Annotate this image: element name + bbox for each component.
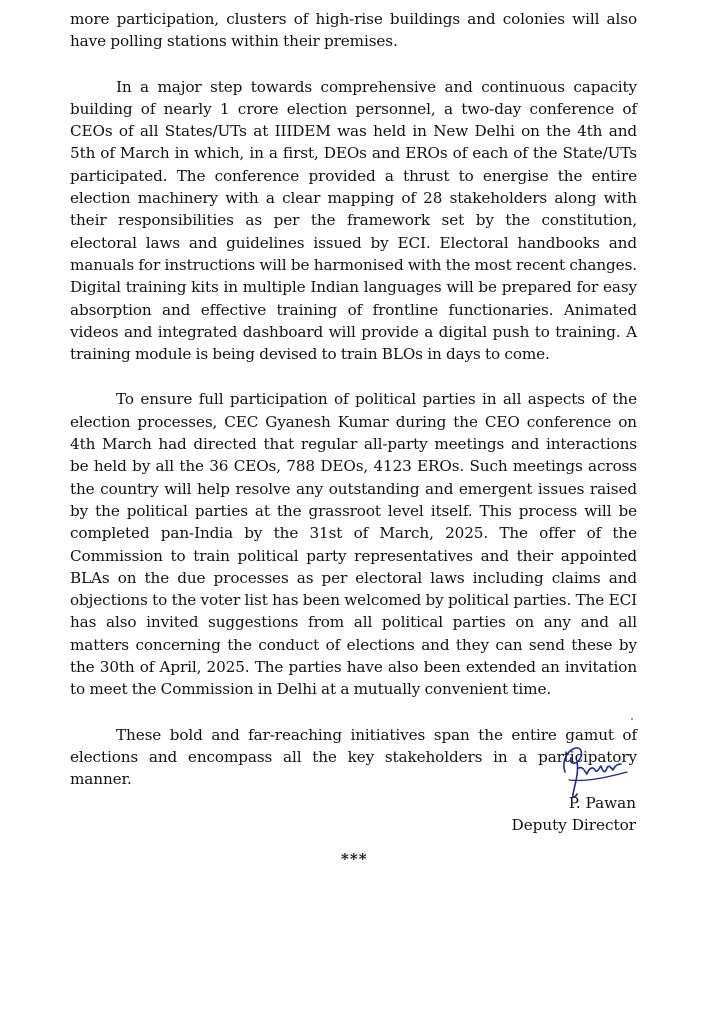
paragraph-gap (70, 701, 637, 724)
signature-block (500, 738, 650, 838)
paragraph-capacity-building: In a major step towards comprehensive and continuous capacity building of nearly 1 crore election personnel, a two-day conference of CEOs of all States/UTs at IIIDEM was held in New Delhi on the 4th and 5th of March in which, in a first, DEOs and EROs of each of the State/UTs participated. The conference provided a thrust to energise the entire election machinery with a clear mapping of 28 stakeholders along with their responsibilities as per the framework set by the constitution, electoral laws and guidelines issued by ECI. Electoral handbooks and manuals for instructions will be harmonised with the most recent changes. Digital training kits in multiple Indian languages will be prepared for easy absorption and effective training of frontline functionaries. Animated videos and integrated dashboard will provide a digital push to training. A training module is being devised to train BLOs in days to come. (70, 77, 637, 364)
paragraph-gap (70, 53, 637, 76)
signatory-title: Deputy Director (511, 816, 636, 834)
signatory-name: P. Pawan (568, 794, 636, 812)
end-of-document-mark: *** (341, 850, 368, 868)
paragraph-political-parties: To ensure full participation of political parties in all aspects of the election processes, CEC Gyanesh Kumar during the CEO conference on 4th March had directed that regular all-party meetings and interactions be held by all the 36 CEOs, 788 DEOs, 4123 EROs. Such meetings across the country will help resolve any outstanding and emergent issues raised by the political parties at the grassroot level itself. This process will be completed pan-India by the 31st of March, 2025. The offer of the Commission to train political party representatives and their appointed BLAs on the due processes as per electoral laws including claims and objections to the voter list has been welcomed by political parties. The ECI has also invited suggestions from all political parties on any and all matters concerning the conduct of elections and they can send these by the 30th of April, 2025. The parties have also been extended an invitation to meet the Commission in Delhi at a mutually convenient time. (70, 390, 637, 699)
handwritten-signature (555, 738, 635, 800)
paragraph-gap (70, 365, 637, 388)
document-body (70, 8, 637, 791)
paragraph-closing: These bold and far-reaching initiatives span the entire gamut of elections and encompass all the key stakeholders in a participatory manner. (70, 725, 637, 789)
paragraph-continuation: more participation, clusters of high-rise buildings and colonies will also have polling stations within their premises. (70, 10, 637, 51)
stray-dot (631, 718, 633, 720)
